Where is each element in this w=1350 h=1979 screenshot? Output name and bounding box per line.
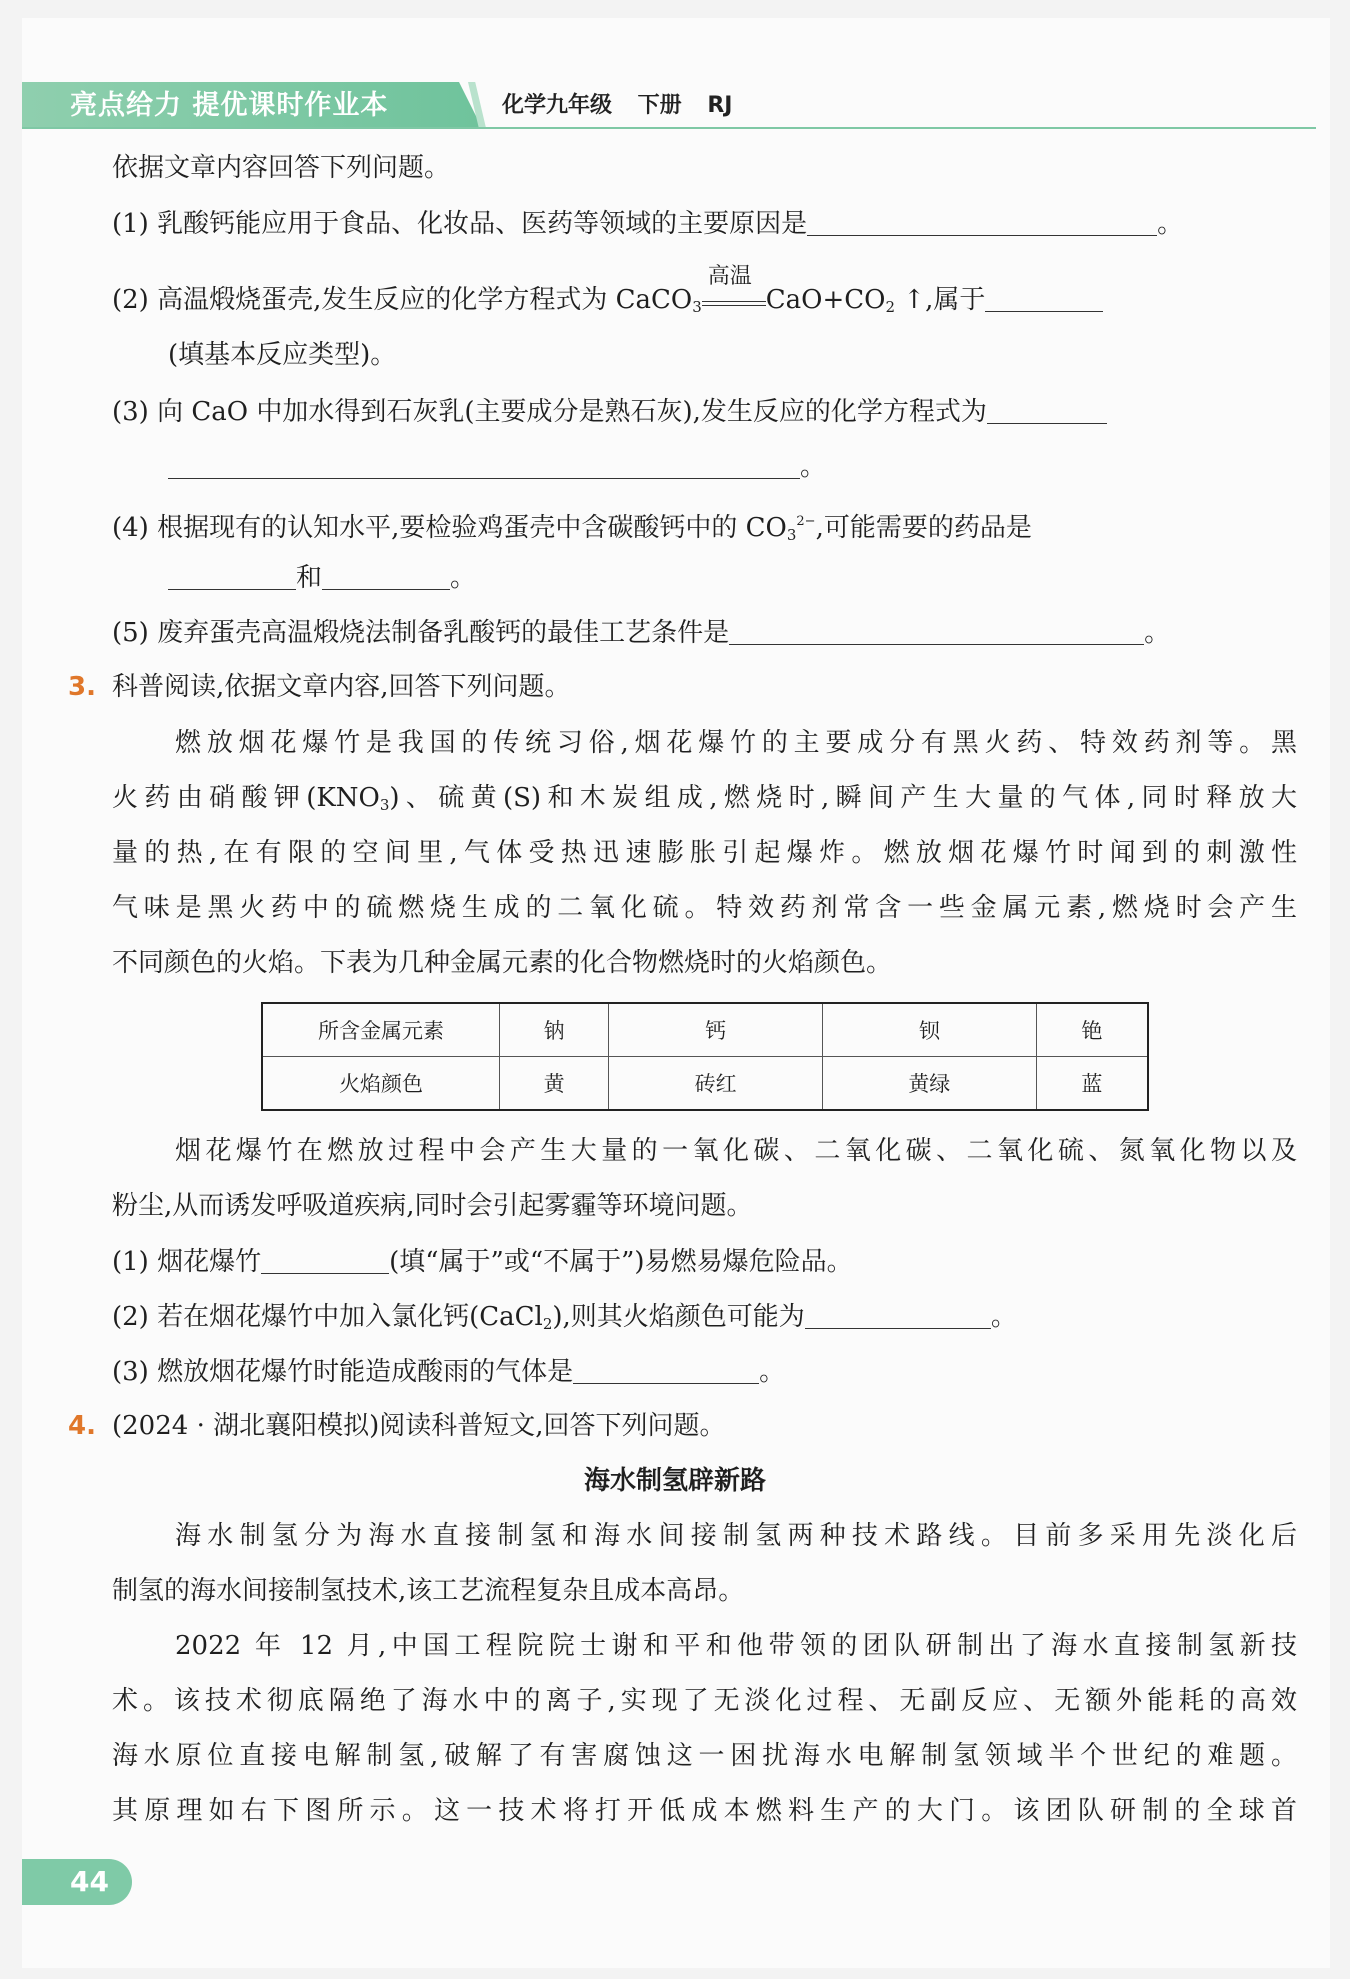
q2-intro: 依据文章内容回答下列问题。 bbox=[112, 153, 451, 183]
superscript: 2− bbox=[796, 514, 816, 529]
text: (填“属于”或“不属于”)易燃易爆危险品。 bbox=[389, 1247, 853, 1277]
q4-para1-line1: 海水制氢分为海水直接制氢和海水间接制氢两种技术路线。目前多采用先淡化后 bbox=[175, 1521, 1297, 1551]
q3-s2 bbox=[112, 1298, 1017, 1342]
answer-blank[interactable] bbox=[805, 1298, 991, 1329]
subscript: 3 bbox=[692, 298, 702, 316]
header-divider bbox=[22, 127, 1316, 129]
q3-intro: 科普阅读,依据文章内容,回答下列问题。 bbox=[112, 672, 571, 702]
period: 。 bbox=[1144, 618, 1171, 648]
answer-blank[interactable] bbox=[168, 448, 800, 479]
q2-s2-text: (2) 高温煅烧蛋壳,发生反应的化学方程式为 CaCO bbox=[112, 285, 693, 315]
q2-s4-text: (4) 根据现有的认知水平,要检验鸡蛋壳中含碳酸钙中的 CO bbox=[112, 513, 787, 543]
page-number: 44 bbox=[70, 1865, 109, 1898]
q3-number: 3. bbox=[68, 672, 96, 702]
q3-para1-line1: 燃放烟花爆竹是我国的传统习俗,烟花爆竹的主要成分有黑火药、特效药剂等。黑 bbox=[175, 728, 1297, 758]
q4-number: 4. bbox=[68, 1411, 96, 1441]
condition-label: 高温 bbox=[707, 264, 752, 289]
q3-para1-line4: 气味是黑火药中的硫燃烧生成的二氧化硫。特效药剂常含一些金属元素,燃烧时会产生 bbox=[112, 893, 1297, 923]
period: 。 bbox=[800, 452, 827, 482]
text: (1) 烟花爆竹 bbox=[112, 1247, 262, 1277]
q3-para1-line5: 不同颜色的火焰。下表为几种金属元素的化合物燃烧时的火焰颜色。 bbox=[112, 948, 893, 978]
q2-s5 bbox=[112, 614, 1170, 651]
table-cell: 黄绿 bbox=[822, 1057, 1036, 1111]
q2-s4-post: ,可能需要的药品是 bbox=[815, 513, 1032, 543]
q3-para2-line2: 粉尘,从而诱发呼吸道疾病,同时会引起雾霾等环境问题。 bbox=[112, 1191, 753, 1221]
subscript: 2 bbox=[885, 298, 896, 316]
text: ),则其火焰颜色可能为 bbox=[552, 1302, 805, 1332]
q2-s4 bbox=[112, 504, 1032, 553]
answer-blank[interactable] bbox=[985, 281, 1103, 312]
q2-s4-cont bbox=[168, 559, 476, 596]
answer-blank[interactable] bbox=[987, 393, 1107, 424]
q2-s3-cont bbox=[168, 448, 826, 485]
text: (3) 燃放烟花爆竹时能造成酸雨的气体是 bbox=[112, 1357, 574, 1387]
period: 。 bbox=[450, 563, 477, 593]
subscript: 3 bbox=[379, 796, 390, 814]
reaction-condition bbox=[702, 264, 766, 317]
table-cell: 钡 bbox=[822, 1003, 1036, 1057]
article-title: 海水制氢辟新路 bbox=[583, 1466, 766, 1496]
table-cell: 火焰颜色 bbox=[262, 1057, 500, 1111]
table-cell: 铯 bbox=[1036, 1003, 1148, 1057]
q3-s1 bbox=[112, 1243, 853, 1280]
q4-para1-line2: 制氢的海水间接制氢技术,该工艺流程复杂且成本高昂。 bbox=[112, 1576, 745, 1606]
answer-blank[interactable] bbox=[322, 559, 450, 590]
q3-para2-line1: 烟花爆竹在燃放过程中会产生大量的一氧化碳、二氧化碳、二氧化硫、氮氧化物以及 bbox=[175, 1136, 1297, 1166]
table-cell: 钠 bbox=[500, 1003, 609, 1057]
text: )、硫黄(S)和木炭组成,燃烧时,瞬间产生大量的气体,同时释放大 bbox=[389, 783, 1297, 813]
table-cell: 黄 bbox=[500, 1057, 609, 1111]
q3-s3 bbox=[112, 1353, 785, 1390]
book-subtitle: 化学九年级 下册 RJ bbox=[502, 93, 733, 118]
subscript: 3 bbox=[786, 526, 797, 544]
text: 火药由硝酸钾(KNO bbox=[112, 783, 380, 813]
period: 。 bbox=[1157, 209, 1184, 239]
q2-s1 bbox=[112, 205, 1183, 242]
q3-para1-line2 bbox=[112, 780, 1297, 823]
period: 。 bbox=[759, 1357, 786, 1387]
table-row bbox=[262, 1003, 1148, 1057]
q2-s5-text: (5) 废弃蛋壳高温煅烧法制备乳酸钙的最佳工艺条件是 bbox=[112, 618, 730, 648]
book-title: 亮点给力 提优课时作业本 bbox=[70, 90, 389, 121]
q4-para2-line4: 其原理如右下图所示。这一技术将打开低成本燃料生产的大门。该团队研制的全球首 bbox=[112, 1796, 1297, 1826]
q2-s2-products: CaO+CO bbox=[765, 285, 886, 315]
answer-blank[interactable] bbox=[261, 1243, 389, 1274]
q2-s1-text: (1) 乳酸钙能应用于食品、化妆品、医药等领域的主要原因是 bbox=[112, 209, 808, 239]
table-cell: 钙 bbox=[609, 1003, 823, 1057]
flame-color-table bbox=[261, 1002, 1149, 1111]
period: 。 bbox=[990, 1302, 1017, 1332]
answer-blank[interactable] bbox=[729, 614, 1144, 645]
q2-s2 bbox=[112, 264, 1103, 325]
q2-s3-text: (3) 向 CaO 中加水得到石灰乳(主要成分是熟石灰),发生反应的化学方程式为 bbox=[112, 397, 987, 427]
q2-s3 bbox=[112, 393, 1107, 430]
answer-blank[interactable] bbox=[168, 559, 296, 590]
q4-para2-line2: 术。该技术彻底隔绝了海水中的离子,实现了无淡化过程、无副反应、无额外能耗的高效 bbox=[112, 1686, 1297, 1716]
table-cell: 砖红 bbox=[609, 1057, 823, 1111]
table-row bbox=[262, 1057, 1148, 1111]
answer-blank[interactable] bbox=[807, 205, 1157, 236]
table-cell: 蓝 bbox=[1036, 1057, 1148, 1111]
q4-para2-line1: 2022 年 12 月,中国工程院院士谢和平和他带领的团队研制出了海水直接制氢新技 bbox=[175, 1631, 1297, 1661]
q3-para1-line3: 量的热,在有限的空间里,气体受热迅速膨胀引起爆炸。燃放烟花爆竹时闻到的刺激性 bbox=[112, 838, 1297, 868]
q2-s2-cont: (填基本反应类型)。 bbox=[168, 340, 397, 370]
text: (2) 若在烟花爆竹中加入氯化钙(CaCl bbox=[112, 1302, 543, 1332]
table-cell: 所含金属元素 bbox=[262, 1003, 500, 1057]
answer-blank[interactable] bbox=[573, 1353, 759, 1384]
conj-and: 和 bbox=[296, 563, 323, 593]
q4-para2-line3: 海水原位直接电解制氢,破解了有害腐蚀这一困扰海水电解制氢领域半个世纪的难题。 bbox=[112, 1741, 1297, 1771]
subscript: 2 bbox=[542, 1315, 553, 1333]
q2-s2-post: ↑,属于 bbox=[895, 285, 986, 315]
q4-intro: (2024 · 湖北襄阳模拟)阅读科普短文,回答下列问题。 bbox=[112, 1411, 726, 1441]
